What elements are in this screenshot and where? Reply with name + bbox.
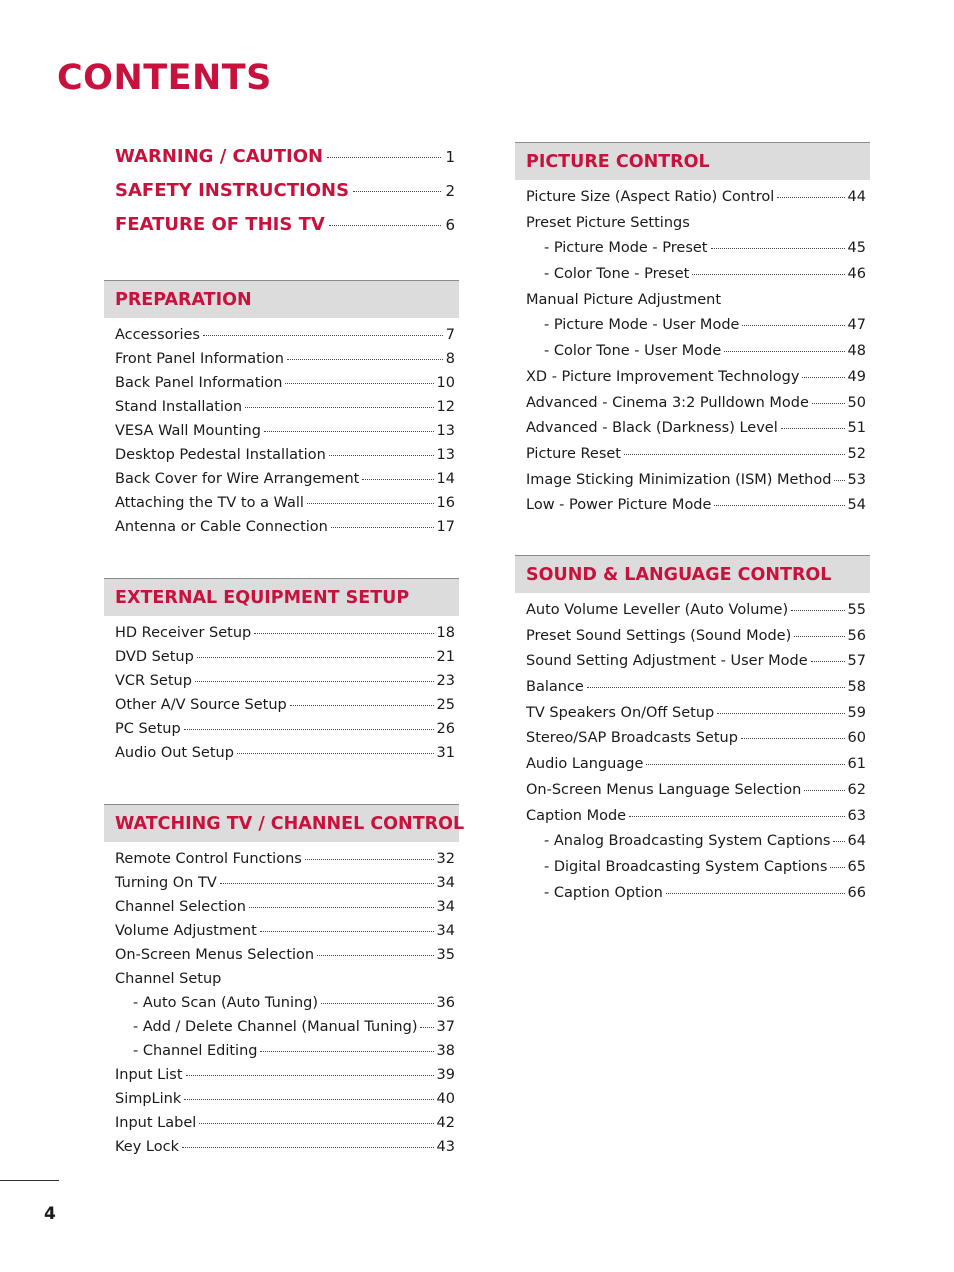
section-external-equipment (104, 578, 459, 769)
toc-page-number: 21 (436, 649, 455, 665)
toc-entry[interactable] (115, 625, 455, 649)
toc-page-number: 52 (847, 445, 866, 462)
toc-page-number: 56 (847, 627, 866, 644)
dot-leader (182, 1147, 434, 1148)
toc-page-number: 14 (436, 471, 455, 487)
toc-entry-label: XD - Picture Improvement Technology (526, 368, 800, 385)
dot-leader (307, 503, 434, 504)
toc-entry[interactable] (115, 519, 455, 543)
toc-page-number: 8 (445, 351, 455, 367)
entry-list (515, 593, 870, 910)
toc-entry-label: Channel Selection (115, 899, 246, 915)
dot-leader (692, 274, 844, 275)
dot-leader (199, 1123, 433, 1124)
toc-page-number: 32 (436, 851, 455, 867)
section-header[interactable] (515, 555, 870, 593)
toc-entry[interactable] (526, 885, 866, 911)
toc-page-number: 53 (847, 471, 866, 488)
dot-leader (791, 610, 844, 611)
section-preparation (104, 280, 459, 543)
dot-leader (794, 636, 844, 637)
toc-entry[interactable] (526, 266, 866, 292)
toc-entry-label: Attaching the TV to a Wall (115, 495, 304, 511)
dot-leader (717, 713, 844, 714)
dot-leader (812, 403, 845, 404)
toc-entry-label: VCR Setup (115, 673, 192, 689)
dot-leader (714, 505, 844, 506)
toc-entry[interactable] (526, 628, 866, 654)
entry-list (104, 842, 459, 1163)
toc-entry-label: Caption Mode (526, 807, 627, 824)
page-title: CONTENTS (57, 58, 272, 98)
toc-entry-label: Sound Setting Adjustment - User Mode (526, 653, 808, 670)
dot-leader (830, 867, 844, 868)
toc-page-number: 59 (847, 704, 866, 721)
dot-leader (420, 1027, 433, 1028)
section-heading: WATCHING TV / CHANNEL CONTROL (115, 813, 465, 834)
toc-entry[interactable] (115, 721, 455, 745)
dot-leader (184, 729, 434, 730)
dot-leader (781, 428, 845, 429)
toc-entry[interactable] (115, 947, 455, 971)
toc-page-number: 1 (445, 148, 455, 166)
toc-entry-label: - Color Tone - User Mode (544, 343, 722, 360)
toc-entry[interactable] (526, 420, 866, 446)
section-picture-control (515, 142, 870, 523)
toc-entry-label: On-Screen Menus Selection (115, 947, 315, 963)
toc-entry-label: VESA Wall Mounting (115, 423, 261, 439)
toc-entry[interactable] (115, 351, 455, 375)
section-watching-tv (104, 804, 465, 1163)
dot-leader (646, 764, 844, 765)
toc-entry[interactable] (115, 1091, 455, 1115)
toc-entry-label: Audio Language (526, 756, 644, 773)
toc-entry[interactable] (526, 497, 866, 523)
toc-page-number: 34 (436, 875, 455, 891)
dot-leader (184, 1099, 433, 1100)
page-number: 4 (44, 1204, 56, 1224)
toc-entry-label: - Picture Mode - User Mode (544, 317, 740, 334)
toc-entry-label: - Add / Delete Channel (Manual Tuning) (133, 1019, 418, 1035)
toc-entry[interactable] (115, 471, 455, 495)
footer-rule (0, 1180, 59, 1181)
toc-entry-label: Back Cover for Wire Arrangement (115, 471, 360, 487)
toc-entry-label: Key Lock (115, 1139, 179, 1155)
toc-entry[interactable] (115, 649, 455, 673)
toc-link-feature[interactable] (115, 214, 455, 248)
dot-leader (260, 1051, 433, 1052)
toc-entry-label: - Picture Mode - Preset (544, 240, 708, 257)
toc-page-number: 49 (847, 368, 866, 385)
toc-link-safety[interactable] (115, 180, 455, 214)
toc-page-number: 57 (847, 653, 866, 670)
dot-leader (624, 454, 845, 455)
toc-entry[interactable] (115, 447, 455, 471)
dot-leader (203, 335, 443, 336)
toc-entry[interactable] (115, 1019, 455, 1043)
toc-entry[interactable] (526, 730, 866, 756)
toc-page-number: 26 (436, 721, 455, 737)
toc-page-number: 42 (436, 1115, 455, 1131)
toc-page-number: 50 (847, 394, 866, 411)
toc-link-label: SAFETY INSTRUCTIONS (115, 180, 350, 201)
toc-entry-label: Picture Size (Aspect Ratio) Control (526, 189, 775, 205)
toc-page-number: 18 (436, 625, 455, 641)
dot-leader (804, 790, 844, 791)
dot-leader (777, 197, 844, 198)
toc-page-number: 2 (445, 182, 455, 200)
toc-entry[interactable] (526, 679, 866, 705)
toc-page-number: 40 (436, 1091, 455, 1107)
toc-entry-label: Audio Out Setup (115, 745, 234, 761)
toc-page-number: 45 (847, 240, 866, 257)
toc-entry-label: Channel Setup (115, 971, 222, 987)
toc-entry[interactable] (115, 1115, 455, 1139)
toc-entry[interactable] (526, 756, 866, 782)
dot-leader (802, 377, 844, 378)
toc-entry-label: Input Label (115, 1115, 197, 1131)
entry-list (515, 180, 870, 523)
toc-entry[interactable] (115, 495, 455, 519)
toc-page-number: 64 (847, 833, 866, 850)
toc-entry[interactable] (526, 343, 866, 369)
dot-leader (353, 191, 441, 192)
toc-entry-label: - Analog Broadcasting System Captions (544, 833, 831, 850)
toc-entry-label: Turning On TV (115, 875, 217, 891)
toc-entry-label: Manual Picture Adjustment (526, 291, 722, 308)
toc-entry[interactable] (526, 602, 866, 628)
toc-page-number: 34 (436, 923, 455, 939)
dot-leader (245, 407, 433, 408)
toc-entry[interactable] (526, 859, 866, 885)
toc-page-number: 62 (847, 781, 866, 798)
toc-entry[interactable] (526, 705, 866, 731)
dot-leader (329, 455, 434, 456)
toc-entry[interactable] (115, 745, 455, 769)
toc-entry-label: Image Sticking Minimization (ISM) Method (526, 471, 832, 488)
toc-entry-label: Back Panel Information (115, 375, 283, 391)
toc-link-warning[interactable] (115, 146, 455, 180)
toc-entry-label: PC Setup (115, 721, 181, 737)
toc-entry-label: Stereo/SAP Broadcasts Setup (526, 730, 738, 747)
toc-page-number: 12 (436, 399, 455, 415)
toc-page-number: 25 (436, 697, 455, 713)
toc-entry-label: SimpLink (115, 1091, 182, 1107)
dot-leader (587, 687, 845, 688)
dot-leader (260, 931, 434, 932)
top-links (115, 146, 455, 248)
toc-entry[interactable] (115, 327, 455, 351)
dot-leader (321, 1003, 434, 1004)
toc-page-number: 36 (436, 995, 455, 1011)
toc-page-number: 10 (436, 375, 455, 391)
toc-entry[interactable] (526, 472, 866, 498)
toc-entry[interactable] (526, 292, 866, 318)
toc-entry[interactable] (115, 1067, 455, 1091)
toc-entry-label: - Digital Broadcasting System Captions (544, 858, 828, 875)
toc-entry-label: TV Speakers On/Off Setup (526, 704, 715, 721)
dot-leader (249, 907, 434, 908)
dot-leader (331, 527, 434, 528)
toc-entry[interactable] (526, 215, 866, 241)
toc-entry[interactable] (115, 1139, 455, 1163)
toc-entry-label: Accessories (115, 327, 200, 343)
toc-page-number: 47 (847, 317, 866, 334)
toc-page-number: 51 (847, 420, 866, 437)
section-header[interactable] (515, 142, 870, 180)
toc-page-number: 16 (436, 495, 455, 511)
section-heading: PICTURE CONTROL (526, 151, 710, 172)
toc-entry[interactable] (526, 653, 866, 679)
dot-leader (305, 859, 434, 860)
section-heading: EXTERNAL EQUIPMENT SETUP (115, 587, 410, 608)
toc-entry[interactable] (115, 1043, 455, 1067)
toc-page-number: 65 (847, 858, 866, 875)
dot-leader (833, 841, 844, 842)
toc-entry-label: Preset Picture Settings (526, 214, 690, 231)
toc-entry[interactable] (526, 808, 866, 834)
toc-page-number: 58 (847, 679, 866, 696)
dot-leader (317, 955, 433, 956)
toc-entry-label: Preset Sound Settings (Sound Mode) (526, 627, 792, 644)
toc-entry[interactable] (526, 833, 866, 859)
toc-entry[interactable] (526, 369, 866, 395)
toc-entry[interactable] (115, 375, 455, 399)
toc-entry[interactable] (526, 395, 866, 421)
section-heading: SOUND & LANGUAGE CONTROL (526, 564, 832, 585)
toc-entry[interactable] (115, 995, 455, 1019)
toc-page-number: 17 (436, 519, 455, 535)
toc-page-number: 55 (847, 602, 866, 618)
dot-leader (186, 1075, 434, 1076)
dot-leader (711, 248, 845, 249)
toc-entry-label: On-Screen Menus Language Selection (526, 781, 802, 798)
toc-page-number: 7 (445, 327, 455, 343)
toc-page-number: 34 (436, 899, 455, 915)
dot-leader (327, 157, 441, 158)
toc-page-number: 6 (445, 216, 455, 234)
toc-page-number: 23 (436, 673, 455, 689)
toc-entry-label: Remote Control Functions (115, 851, 302, 867)
toc-page-number: 35 (436, 947, 455, 963)
toc-page-number: 61 (847, 756, 866, 773)
toc-page-number: 48 (847, 343, 866, 360)
toc-entry[interactable] (115, 851, 455, 875)
dot-leader (742, 325, 844, 326)
section-header[interactable] (104, 280, 459, 318)
toc-entry-label: Picture Reset (526, 445, 621, 462)
toc-entry[interactable] (526, 317, 866, 343)
dot-leader (254, 633, 433, 634)
toc-entry-label: Desktop Pedestal Installation (115, 447, 326, 463)
toc-entry-label: Other A/V Source Setup (115, 697, 287, 713)
entry-list (104, 616, 459, 769)
dot-leader (329, 225, 442, 226)
dot-leader (287, 359, 443, 360)
section-sound-language (515, 555, 870, 910)
toc-page-number: 13 (436, 447, 455, 463)
toc-page-number: 43 (436, 1139, 455, 1155)
toc-link-label: FEATURE OF THIS TV (115, 214, 325, 235)
section-heading: PREPARATION (115, 289, 252, 310)
dot-leader (666, 893, 845, 894)
toc-link-label: WARNING / CAUTION (115, 146, 324, 167)
section-header[interactable] (104, 578, 459, 616)
toc-entry-label: Advanced - Black (Darkness) Level (526, 420, 778, 437)
dot-leader (285, 383, 433, 384)
toc-entry-label: Antenna or Cable Connection (115, 519, 328, 535)
toc-entry[interactable] (526, 446, 866, 472)
toc-page-number: 39 (436, 1067, 455, 1083)
dot-leader (362, 479, 433, 480)
toc-entry-label: DVD Setup (115, 649, 194, 665)
dot-leader (237, 753, 434, 754)
dot-leader (220, 883, 434, 884)
toc-page-number: 13 (436, 423, 455, 439)
toc-entry-label: Input List (115, 1067, 183, 1083)
toc-entry-label: - Caption Option (544, 884, 663, 901)
dot-leader (197, 657, 434, 658)
toc-entry-label: - Color Tone - Preset (544, 266, 690, 283)
toc-entry-label: Front Panel Information (115, 351, 284, 367)
toc-page-number: 44 (847, 189, 866, 205)
entry-list (104, 318, 459, 543)
toc-page-number: 63 (847, 807, 866, 824)
toc-entry-label: HD Receiver Setup (115, 625, 252, 641)
toc-entry[interactable] (115, 697, 455, 721)
toc-entry-label: Advanced - Cinema 3:2 Pulldown Mode (526, 394, 809, 411)
toc-entry-label: Volume Adjustment (115, 923, 257, 939)
toc-page-number: 60 (847, 730, 866, 747)
toc-entry[interactable] (115, 899, 455, 923)
toc-entry[interactable] (526, 240, 866, 266)
toc-page-number: 66 (847, 884, 866, 901)
toc-entry[interactable] (115, 875, 455, 899)
toc-entry-label: Auto Volume Leveller (Auto Volume) (526, 602, 789, 618)
dot-leader (195, 681, 434, 682)
dot-leader (834, 480, 844, 481)
toc-entry[interactable] (115, 971, 455, 995)
section-header[interactable] (104, 804, 465, 842)
dot-leader (741, 738, 845, 739)
toc-entry-label: Low - Power Picture Mode (526, 497, 712, 514)
toc-entry[interactable] (526, 782, 866, 808)
toc-entry[interactable] (115, 399, 455, 423)
dot-leader (811, 661, 845, 662)
toc-entry-label: Stand Installation (115, 399, 243, 415)
toc-page-number: 37 (436, 1019, 455, 1035)
toc-entry[interactable] (115, 423, 455, 447)
toc-entry[interactable] (526, 189, 866, 215)
toc-entry[interactable] (115, 673, 455, 697)
toc-entry-label: - Auto Scan (Auto Tuning) (133, 995, 319, 1011)
toc-entry[interactable] (115, 923, 455, 947)
dot-leader (629, 816, 844, 817)
toc-page-number: 38 (436, 1043, 455, 1059)
toc-page-number: 31 (436, 745, 455, 761)
toc-entry-label: Balance (526, 679, 584, 696)
dot-leader (290, 705, 434, 706)
dot-leader (264, 431, 434, 432)
toc-page-number: 46 (847, 266, 866, 283)
toc-entry-label: - Channel Editing (133, 1043, 258, 1059)
toc-page-number: 54 (847, 497, 866, 514)
dot-leader (724, 351, 844, 352)
